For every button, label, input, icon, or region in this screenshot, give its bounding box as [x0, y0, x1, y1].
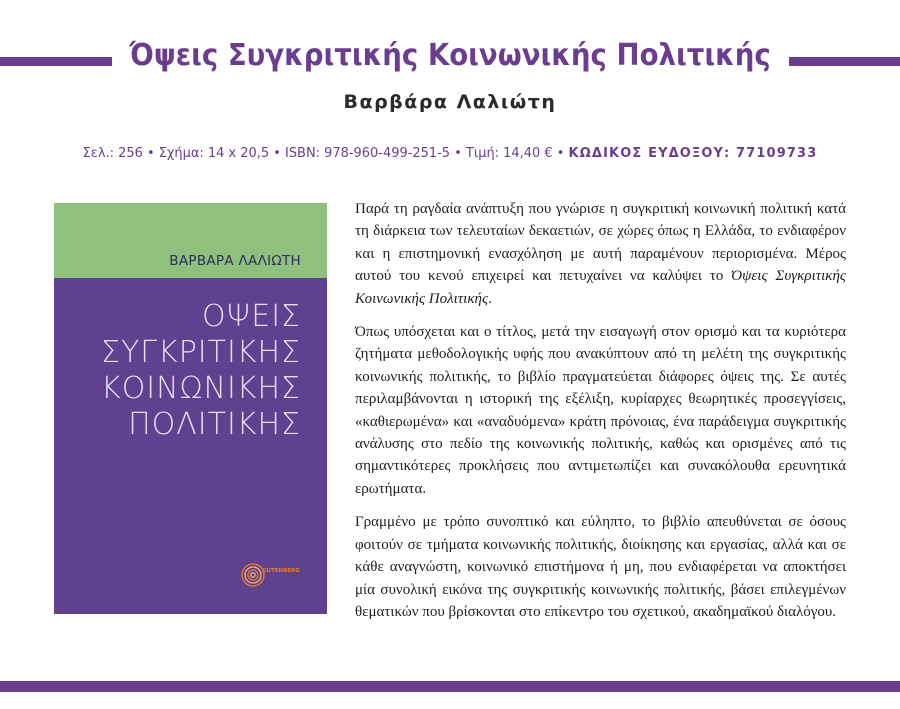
- book-cover: [54, 203, 327, 614]
- cover-title: [101, 299, 301, 443]
- cover-title-line: ΣΥΓΚΡΙΤΙΚΗΣ: [101, 335, 301, 370]
- description-title-italic: Όψεις Συγκριτικής Κοινωνικής Πολιτικής: [355, 268, 846, 307]
- description-paragraph: [355, 198, 846, 310]
- description-paragraph: Όπως υπόσχεται και ο τίτλος, μετά την εισαγωγή στον ορισμό και τα κυριότερα ζητήματα μεθοδολογικής υφής που ανακύπτουν από τη μελέτη της συγκριτικής κοινωνικής πολιτικής, το βιβλίο πραγματεύεται διάφορες όψεις της. Σε αυτές περιλαμβάνονται η ιστορική της εξέλιξη, κυρίαρχες θεωρητικές προσεγγίσεις, «καθιερωμένα» και «αναδυόμενα» κράτη πρόνοιας, ένα παράδειγμα συγκριτικής ανάλυσης στο πεδίο της κοινωνικής πολιτικής, καθώς και ορισμένες από τις σημαντικότερες προκλήσεις που αντιμετωπίζει και συνακόλουθα ερευνητικά ερωτήματα.: [355, 324, 846, 497]
- description-paragraph: Γραμμένο με τρόπο συνοπτικό και εύληπτο, το βιβλίο απευθύνεται σε όσους φοιτούν σε τμήματα κοινωνικής πολιτικής, διοίκησης και εργασίας, αλλά και σε κάθε αναγνώστη, κοινωνικό επιστήμονα ή μη, που ενδιαφέρεται να αποκτήσει μία συνολική εικόνα της συγκριτικής κοινωνικής πολιτικής, βάσει επιλεγμένων θεματικών που βρίσκονται στο επίκεντρο του σχετικού, ακαδημαϊκού διαλόγου.: [355, 514, 846, 620]
- publisher-logo-text: GUTENBERG: [262, 568, 300, 574]
- book-title: Όψεις Συγκριτικής Κοινωνικής Πολιτικής: [129, 38, 771, 73]
- footer-rule: [0, 681, 900, 692]
- description-text: .: [488, 290, 492, 307]
- cover-title-line: ΚΟΙΝΩΝΙΚΗΣ: [101, 371, 301, 406]
- cover-title-line: ΠΟΛΙΤΙΚΗΣ: [128, 407, 301, 442]
- book-author: Βαρβάρα Λαλιώτη: [343, 91, 557, 113]
- cover-title-line: ΟΨΕΙΣ: [202, 299, 301, 334]
- publisher-logo-icon: [240, 560, 300, 590]
- cover-author: ΒΑΡΒΑΡΑ ΛΑΛΙΩΤΗ: [169, 253, 301, 269]
- book-meta: [18, 145, 882, 161]
- description-text: Παρά τη ραγδαία ανάπτυξη που γνώρισε η συγκριτική κοινωνική πολιτική κατά τη διάρκεια των τελευταίων δεκαετιών, σε χώρες όπως η Ελλάδα, το ενδιαφέρον και η επιστημονική ενασχόληση με αυτή παραμένουν περιορισμένα. Μέρος αυτού του κενού επιχειρεί και πετυχαίνει να καλύψει το: [355, 201, 846, 285]
- eudoxus-code: ΚΩΔΙΚΟΣ ΕΥΔΟΞΟΥ: 77109733: [568, 145, 818, 161]
- book-description: [355, 198, 846, 634]
- book-details: Σελ.: 256 • Σχήμα: 14 x 20,5 • ISBN: 978-960-499-251-5 • Τιμή: 14,40 € •: [82, 145, 565, 161]
